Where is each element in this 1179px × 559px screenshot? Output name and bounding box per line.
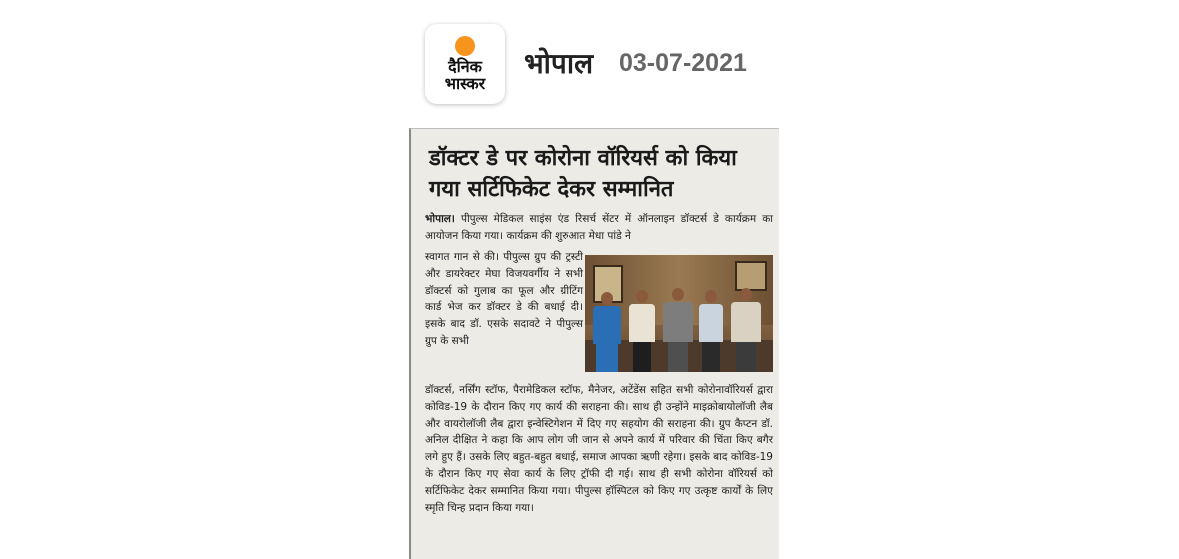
photo-person	[593, 292, 621, 372]
edition-date: 03-07-2021	[619, 49, 747, 77]
logo-text-line2: भास्कर	[444, 74, 486, 93]
article-headline: डॉक्टर डे पर कोरोना वॉरियर्स को किया गया सर्टिफिकेट देकर सम्मानित	[429, 146, 737, 202]
logo-text-line1: दैनिक	[448, 57, 482, 76]
newspaper-clipping	[409, 128, 779, 559]
photo-person	[731, 288, 761, 372]
article-paragraph-1	[425, 211, 773, 245]
article-paragraph-1-text: पीपुल्स मेडिकल साइंस एंड रिसर्च सेंटर में ऑनलाइन डॉक्टर्स डे कार्यक्रम का आयोजन किया गया। कार्यक्रम की शुरुआत मेधा पांडे ने	[425, 213, 773, 242]
logo-sun-icon	[455, 36, 475, 56]
dainik-bhaskar-logo	[425, 24, 505, 104]
article-paragraph-3: डॉक्टर्स, नर्सिंग स्टॉफ, पैरामेडिकल स्टॉफ, मैनेजर, अटेंडेंस सहित सभी कोरोनावॉरियर्स द्वारा कोविड-19 के दौरान किए गए कार्य की सराहना की। साथ ही उन्होंने माइक्रोबायोलॉजी लैब और वायरोलॉजी लैब द्वारा इन्वेस्टिगेशन में दिए गए सहयोग की सराहना की। ग्रुप कैप्टन डॉ. अनिल दीक्षित ने कहा कि आप लोग जी जान से अपने कार्य में परिवार की चिंता किए बगैर लगे हुए हैं। उसके लिए बहुत-बहुत बधाई, समाज आपका ऋणी रहेगा। इसके बाद कोविड-19 के दौरान किए गए सेवा कार्य के लिए ट्रॉफी दी गई। साथ ही सभी कोरोना वॉरियर्स को सर्टिफिकेट देकर सम्मानित किया गया। पीपुल्स हॉस्पिटल को किए गए उत्कृष्ट कार्यों के लिए स्मृति चिन्ह प्रदान किया गया।	[425, 384, 773, 514]
photo-person	[663, 288, 693, 372]
photo-wall-art	[735, 261, 767, 291]
article-dateline: भोपाल।	[425, 213, 455, 225]
photo-person	[699, 290, 723, 372]
event-photo	[585, 255, 773, 372]
photo-person	[629, 290, 655, 372]
edition-city: भोपाल	[524, 47, 594, 80]
article-paragraph-2: स्वागत गान से की। पीपुल्स ग्रुप की ट्रस्टी और डायरेक्टर मेघा विजयवर्गीय ने सभी डॉक्टर्स को गुलाब का फूल और ग्रीटिंग कार्ड भेज कर डॉक्टर डे की बधाई दी। इसके बाद डॉ. एसके सदावटे ने पीपुल्स ग्रुप के सभी	[425, 251, 583, 347]
